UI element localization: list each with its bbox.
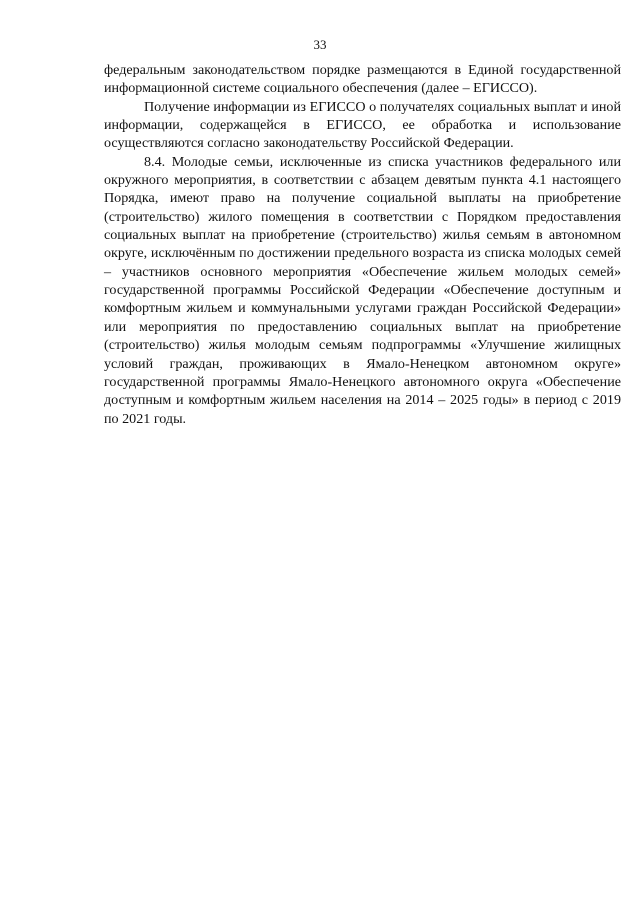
document-body [104, 61, 621, 428]
paragraph-continuation: федеральным законодательством порядке размещаются в Единой государственной информационной системе социального обеспечения (далее – ЕГИССО). [104, 62, 621, 97]
page-number: 33 [313, 37, 327, 52]
paragraph-egisso-info: Получение информации из ЕГИССО о получателях социальных выплат и иной информации, содержащейся в ЕГИССО, ее обработка и использование осуществляются согласно законодательству Российской Федерации. [104, 98, 621, 152]
paragraph-8-4: 8.4. Молодые семьи, исключенные из списка участников федерального или окружного мероприятия, в соответствии с абзацем девятым пункта 4.1 настоящего Порядка, имеют право на получение социальной выплаты на приобретение (строительство) жилого помещения в соответствии с Порядком предоставления социальных выплат на приобретение (строительство) жилья семьям в автономном округе, исключённым по достижении предельного возраста из списка молодых семей – участников основного мероприятия «Обеспечение жильем молодых семей» государственной программы Российской Федерации «Обеспечение доступным и комфортным жильем и коммунальными услугами граждан Российской Федерации» или мероприятия по предоставлению социальных выплат на приобретение (строительство) жилья молодым семьям подпрограммы «Улучшение жилищных условий граждан, проживающих в Ямало-Ненецком автономном округе» государственной программы Ямало-Ненецкого автономного округа «Обеспечение доступным и комфортным жильем населения на 2014 – 2025 годы» в период с 2019 по 2021 годы. [104, 153, 621, 427]
